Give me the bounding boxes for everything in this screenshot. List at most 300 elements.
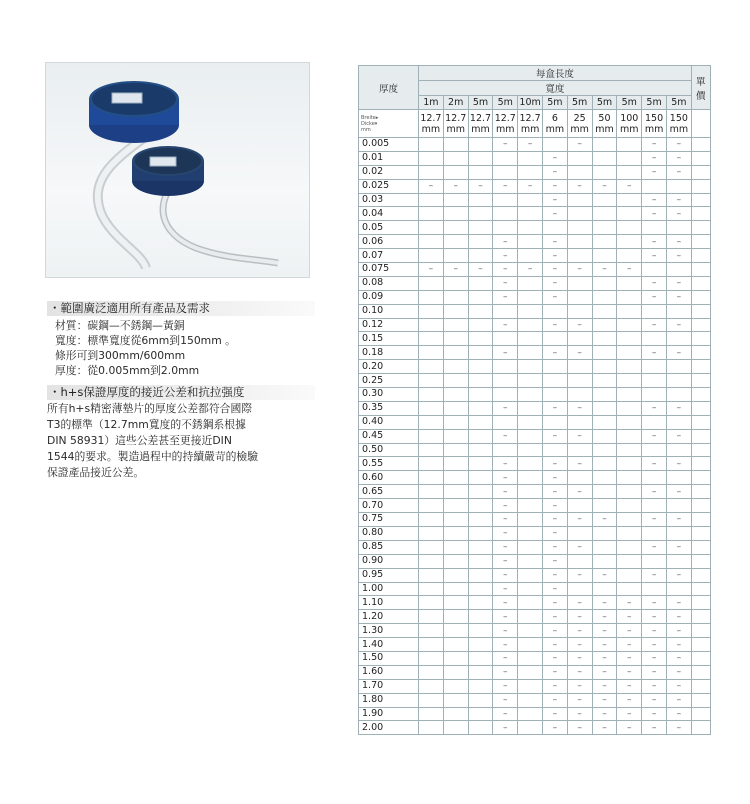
availability-cell	[617, 346, 642, 360]
availability-cell	[617, 471, 642, 485]
availability-cell	[419, 707, 444, 721]
availability-cell: –	[493, 651, 518, 665]
thickness-value: 0.35	[359, 401, 419, 415]
unit-price-cell	[691, 193, 710, 207]
availability-cell	[592, 221, 617, 235]
availability-cell	[419, 290, 444, 304]
unit-price-cell	[691, 679, 710, 693]
availability-cell	[518, 235, 543, 249]
availability-cell: –	[567, 679, 592, 693]
availability-cell: –	[493, 499, 518, 513]
availability-cell	[518, 388, 543, 402]
availability-cell: –	[567, 513, 592, 527]
availability-cell: –	[542, 499, 567, 513]
availability-cell	[468, 207, 493, 221]
thickness-value: 0.25	[359, 374, 419, 388]
unit-price-cell	[691, 401, 710, 415]
availability-cell: –	[493, 249, 518, 263]
unit-price-cell	[691, 457, 710, 471]
availability-cell	[617, 443, 642, 457]
length-column-header: 5m	[666, 96, 691, 110]
availability-cell	[468, 568, 493, 582]
thickness-value: 1.40	[359, 638, 419, 652]
availability-cell: –	[567, 721, 592, 735]
width-unit: mm	[446, 123, 465, 135]
availability-cell	[617, 138, 642, 152]
table-row	[359, 235, 711, 249]
availability-cell	[443, 679, 468, 693]
availability-cell	[617, 401, 642, 415]
availability-cell: –	[617, 665, 642, 679]
availability-cell: –	[592, 651, 617, 665]
availability-cell	[443, 471, 468, 485]
availability-cell	[443, 401, 468, 415]
table-row	[359, 318, 711, 332]
width-value: 25	[573, 112, 586, 124]
availability-cell	[567, 165, 592, 179]
availability-cell	[419, 332, 444, 346]
unit-price-cell	[691, 610, 710, 624]
thickness-value: 0.08	[359, 276, 419, 290]
availability-cell	[468, 707, 493, 721]
width-value: 150	[645, 112, 664, 124]
availability-cell	[419, 138, 444, 152]
unit-price-cell	[691, 707, 710, 721]
availability-cell	[567, 554, 592, 568]
table-row	[359, 263, 711, 277]
availability-cell: –	[666, 346, 691, 360]
availability-cell	[443, 235, 468, 249]
availability-cell	[592, 471, 617, 485]
availability-cell: –	[493, 290, 518, 304]
availability-cell: –	[542, 401, 567, 415]
availability-cell	[419, 457, 444, 471]
availability-cell	[419, 235, 444, 249]
availability-cell	[617, 276, 642, 290]
availability-cell: –	[542, 290, 567, 304]
availability-cell	[468, 485, 493, 499]
availability-cell	[666, 415, 691, 429]
availability-cell	[518, 415, 543, 429]
availability-cell: –	[666, 290, 691, 304]
availability-cell	[666, 304, 691, 318]
availability-cell	[542, 443, 567, 457]
axis-label: Dicke▾	[361, 120, 378, 127]
availability-cell	[666, 554, 691, 568]
availability-cell	[642, 388, 667, 402]
availability-cell	[443, 290, 468, 304]
availability-cell: –	[493, 638, 518, 652]
unit-price-cell	[691, 235, 710, 249]
availability-cell: –	[642, 193, 667, 207]
axis-label: mm	[361, 126, 371, 133]
availability-cell: –	[567, 610, 592, 624]
availability-cell: –	[642, 318, 667, 332]
availability-cell: –	[642, 207, 667, 221]
availability-cell	[666, 471, 691, 485]
availability-cell: –	[493, 568, 518, 582]
availability-cell	[567, 151, 592, 165]
availability-cell	[518, 679, 543, 693]
breite-dicke-label	[359, 110, 419, 138]
availability-cell	[493, 165, 518, 179]
availability-cell	[642, 304, 667, 318]
availability-cell: –	[617, 596, 642, 610]
availability-cell: –	[542, 526, 567, 540]
availability-cell: –	[542, 235, 567, 249]
thickness-value: 0.30	[359, 388, 419, 402]
feature-material-text: 材質：碳鋼—不銹鋼—黃銅	[55, 319, 185, 332]
availability-cell	[468, 540, 493, 554]
availability-cell	[419, 374, 444, 388]
availability-cell: –	[642, 651, 667, 665]
availability-cell	[666, 360, 691, 374]
availability-cell	[617, 332, 642, 346]
availability-cell	[592, 499, 617, 513]
availability-cell: –	[443, 263, 468, 277]
length-column-header: 5m	[493, 96, 518, 110]
table-header-row-length-group	[359, 66, 711, 81]
availability-cell	[493, 221, 518, 235]
availability-cell	[518, 221, 543, 235]
availability-cell: –	[542, 638, 567, 652]
availability-cell: –	[542, 568, 567, 582]
availability-cell: –	[617, 679, 642, 693]
availability-cell	[518, 554, 543, 568]
availability-cell	[443, 165, 468, 179]
availability-cell: –	[666, 138, 691, 152]
availability-cell: –	[493, 721, 518, 735]
availability-cell: –	[493, 610, 518, 624]
table-row	[359, 568, 711, 582]
availability-cell: –	[617, 651, 642, 665]
thickness-value: 1.10	[359, 596, 419, 610]
availability-cell: –	[642, 679, 667, 693]
unit-price-cell	[691, 721, 710, 735]
availability-cell	[468, 499, 493, 513]
availability-cell	[666, 526, 691, 540]
availability-cell	[666, 332, 691, 346]
availability-cell	[666, 443, 691, 457]
unit-price-cell	[691, 526, 710, 540]
availability-cell	[642, 554, 667, 568]
availability-cell	[542, 415, 567, 429]
table-row	[359, 540, 711, 554]
availability-cell: –	[493, 235, 518, 249]
availability-cell	[518, 360, 543, 374]
availability-cell	[443, 513, 468, 527]
availability-cell: –	[642, 235, 667, 249]
availability-cell	[567, 388, 592, 402]
width-unit: mm	[496, 123, 515, 135]
thickness-value: 0.95	[359, 568, 419, 582]
availability-cell	[617, 360, 642, 374]
availability-cell	[567, 249, 592, 263]
table-row	[359, 638, 711, 652]
width-column-header	[642, 110, 667, 138]
availability-cell: –	[542, 679, 567, 693]
availability-cell: –	[642, 457, 667, 471]
availability-cell: –	[567, 568, 592, 582]
availability-cell	[567, 526, 592, 540]
availability-cell	[542, 304, 567, 318]
availability-cell	[443, 151, 468, 165]
availability-cell: –	[542, 207, 567, 221]
feature-strip-text: 條形可到300mm/600mm	[55, 349, 186, 362]
availability-cell: –	[542, 540, 567, 554]
thickness-value: 0.03	[359, 193, 419, 207]
availability-cell	[493, 304, 518, 318]
availability-cell: –	[493, 693, 518, 707]
availability-cell: –	[542, 582, 567, 596]
unit-price-cell	[691, 651, 710, 665]
availability-cell	[567, 221, 592, 235]
availability-cell	[493, 332, 518, 346]
availability-cell	[567, 207, 592, 221]
availability-cell	[642, 443, 667, 457]
availability-cell	[493, 388, 518, 402]
availability-cell: –	[518, 263, 543, 277]
thickness-value: 0.45	[359, 429, 419, 443]
availability-cell: –	[567, 346, 592, 360]
availability-cell: –	[666, 235, 691, 249]
thickness-value: 0.70	[359, 499, 419, 513]
availability-cell: –	[542, 263, 567, 277]
availability-cell	[468, 346, 493, 360]
availability-cell: –	[518, 138, 543, 152]
availability-cell: –	[642, 401, 667, 415]
availability-cell: –	[493, 624, 518, 638]
availability-cell	[642, 360, 667, 374]
availability-cell: –	[666, 165, 691, 179]
availability-cell	[567, 415, 592, 429]
unit-price-cell	[691, 346, 710, 360]
availability-cell: –	[642, 721, 667, 735]
unit-price-cell	[691, 415, 710, 429]
availability-cell	[419, 249, 444, 263]
availability-cell	[468, 457, 493, 471]
availability-cell: –	[666, 513, 691, 527]
availability-cell	[642, 374, 667, 388]
unit-price-cell	[691, 471, 710, 485]
availability-cell: –	[666, 193, 691, 207]
thickness-value: 0.50	[359, 443, 419, 457]
availability-cell	[468, 526, 493, 540]
thickness-value: 2.00	[359, 721, 419, 735]
width-value: 12.7	[494, 112, 516, 124]
table-row	[359, 151, 711, 165]
availability-cell	[518, 249, 543, 263]
availability-cell: –	[666, 596, 691, 610]
availability-cell	[419, 207, 444, 221]
availability-cell	[468, 513, 493, 527]
availability-cell	[518, 276, 543, 290]
availability-cell	[419, 415, 444, 429]
availability-cell	[443, 415, 468, 429]
availability-cell	[419, 346, 444, 360]
availability-cell: –	[617, 721, 642, 735]
availability-cell	[666, 374, 691, 388]
availability-cell	[518, 346, 543, 360]
unit-price-cell	[691, 429, 710, 443]
thickness-value: 1.90	[359, 707, 419, 721]
table-row	[359, 415, 711, 429]
availability-cell: –	[493, 596, 518, 610]
thickness-value: 0.85	[359, 540, 419, 554]
availability-cell: –	[542, 693, 567, 707]
table-row	[359, 138, 711, 152]
availability-cell: –	[642, 638, 667, 652]
availability-cell	[642, 332, 667, 346]
availability-cell	[567, 304, 592, 318]
availability-cell: –	[642, 485, 667, 499]
availability-cell	[468, 596, 493, 610]
availability-cell: –	[592, 513, 617, 527]
availability-cell	[518, 485, 543, 499]
availability-cell	[617, 540, 642, 554]
availability-cell: –	[542, 610, 567, 624]
availability-cell	[419, 554, 444, 568]
availability-cell	[493, 151, 518, 165]
availability-cell	[443, 540, 468, 554]
availability-cell: –	[617, 707, 642, 721]
availability-cell	[617, 235, 642, 249]
availability-cell	[518, 193, 543, 207]
thickness-value: 0.60	[359, 471, 419, 485]
unit-price-cell	[691, 360, 710, 374]
availability-cell	[518, 429, 543, 443]
availability-cell	[592, 249, 617, 263]
table-row	[359, 485, 711, 499]
table-row	[359, 443, 711, 457]
availability-cell: –	[542, 151, 567, 165]
availability-cell	[666, 499, 691, 513]
availability-cell	[617, 290, 642, 304]
table-row	[359, 388, 711, 402]
availability-cell: –	[666, 721, 691, 735]
availability-cell	[518, 721, 543, 735]
availability-cell	[493, 360, 518, 374]
availability-cell	[592, 540, 617, 554]
thickness-value: 0.09	[359, 290, 419, 304]
availability-cell: –	[642, 540, 667, 554]
unit-price-cell	[691, 568, 710, 582]
availability-cell: –	[542, 429, 567, 443]
availability-cell	[542, 388, 567, 402]
availability-cell: –	[642, 665, 667, 679]
availability-cell	[518, 693, 543, 707]
availability-cell	[592, 165, 617, 179]
unit-price-cell	[691, 693, 710, 707]
availability-cell	[468, 471, 493, 485]
availability-cell	[592, 388, 617, 402]
table-row	[359, 624, 711, 638]
table-row	[359, 193, 711, 207]
availability-cell	[592, 526, 617, 540]
availability-cell: –	[567, 485, 592, 499]
availability-cell	[419, 151, 444, 165]
availability-cell	[518, 610, 543, 624]
availability-cell: –	[542, 457, 567, 471]
table-row	[359, 665, 711, 679]
availability-cell: –	[493, 401, 518, 415]
width-unit: mm	[520, 123, 540, 135]
availability-cell: –	[666, 679, 691, 693]
availability-cell: –	[493, 263, 518, 277]
availability-cell	[443, 651, 468, 665]
availability-cell: –	[542, 513, 567, 527]
availability-cell	[419, 304, 444, 318]
availability-cell	[419, 665, 444, 679]
availability-cell	[443, 304, 468, 318]
availability-cell	[443, 276, 468, 290]
length-column-header: 10m	[519, 97, 541, 108]
width-column-header	[666, 110, 691, 138]
length-column-header: 5m	[642, 96, 667, 110]
availability-cell	[443, 318, 468, 332]
availability-cell	[468, 249, 493, 263]
availability-cell	[518, 290, 543, 304]
availability-cell	[617, 582, 642, 596]
table-row	[359, 679, 711, 693]
availability-cell	[666, 179, 691, 193]
availability-cell	[592, 151, 617, 165]
availability-cell	[468, 151, 493, 165]
availability-cell: –	[592, 624, 617, 638]
table-row	[359, 276, 711, 290]
availability-cell: –	[542, 596, 567, 610]
unit-price-cell	[691, 221, 710, 235]
availability-cell	[518, 165, 543, 179]
table-row	[359, 721, 711, 735]
width-unit: mm	[421, 123, 441, 135]
availability-cell	[419, 165, 444, 179]
availability-cell: –	[542, 471, 567, 485]
unit-price-cell	[691, 290, 710, 304]
availability-cell	[518, 332, 543, 346]
availability-cell	[518, 318, 543, 332]
availability-cell	[468, 304, 493, 318]
availability-cell	[642, 221, 667, 235]
thickness-value: 0.025	[359, 179, 419, 193]
availability-cell	[443, 610, 468, 624]
width-unit: mm	[545, 123, 565, 135]
feature-tolerance-heading: ・h+s保證厚度的接近公差和抗拉强度	[47, 385, 315, 400]
availability-cell: –	[666, 624, 691, 638]
availability-cell: –	[642, 276, 667, 290]
unit-price-cell	[691, 179, 710, 193]
availability-cell	[567, 235, 592, 249]
availability-cell: –	[443, 179, 468, 193]
length-per-box-header: 每盒長度	[419, 66, 692, 81]
thickness-value: 0.75	[359, 513, 419, 527]
thickness-value: 0.075	[359, 263, 419, 277]
availability-cell	[419, 610, 444, 624]
unit-price-cell	[691, 374, 710, 388]
availability-cell	[468, 554, 493, 568]
availability-cell	[518, 443, 543, 457]
availability-cell: –	[542, 721, 567, 735]
availability-cell: –	[567, 401, 592, 415]
availability-cell	[493, 443, 518, 457]
width-value: 12.7	[445, 112, 467, 124]
availability-cell	[443, 388, 468, 402]
availability-cell	[443, 138, 468, 152]
availability-cell: –	[666, 540, 691, 554]
thickness-value: 0.07	[359, 249, 419, 263]
availability-cell	[567, 443, 592, 457]
availability-cell	[443, 665, 468, 679]
